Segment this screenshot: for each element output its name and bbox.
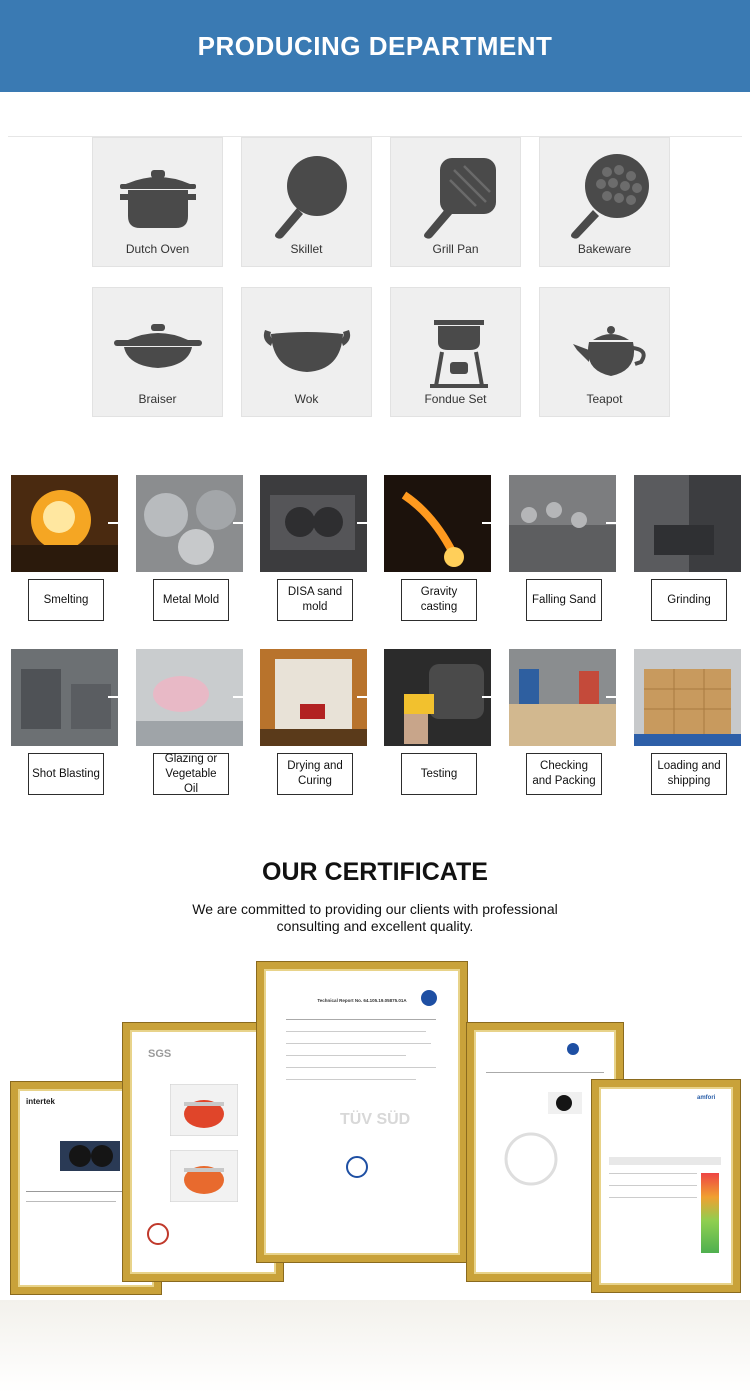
arrow-icon (357, 692, 377, 702)
step-testing: Testing (401, 753, 477, 795)
header-banner (0, 0, 750, 92)
certificate-amfori (601, 1089, 731, 1283)
process-photo-gravity-casting (384, 475, 491, 572)
text-line (286, 1067, 436, 1068)
step-metal-mold: Metal Mold (153, 579, 229, 621)
dutch-oven-photo (170, 1084, 238, 1136)
fondue-set-icon (406, 300, 506, 392)
text-line (26, 1201, 116, 1202)
process-photo-testing (384, 649, 491, 746)
arrow-icon (233, 692, 253, 702)
step-loading-shipping: Loading and shipping (651, 753, 727, 795)
product-tile-fondue-set (390, 287, 521, 417)
bakeware-icon (555, 150, 655, 242)
product-tile-teapot (539, 287, 670, 417)
product-label: Bakeware (577, 242, 632, 256)
text-line (286, 1043, 431, 1044)
dutch-oven-photo (170, 1150, 238, 1202)
skillet-photo (548, 1092, 582, 1114)
page-title: PRODUCING DEPARTMENT (197, 30, 553, 61)
step-drying-curing: Drying and Curing (277, 753, 353, 795)
process-photo-shot-blasting (11, 649, 118, 746)
rating-column (701, 1173, 719, 1253)
arrow-icon (233, 518, 253, 528)
text-line (286, 1055, 406, 1056)
process-photo-loading-shipping (634, 649, 741, 746)
certificate-sgs (132, 1032, 274, 1272)
grill-pan-icon (406, 150, 506, 242)
tuv-badge-icon (566, 1042, 580, 1056)
tuv-seal-icon (346, 1156, 368, 1178)
product-tile-grill-pan (390, 137, 521, 267)
step-falling-sand: Falling Sand (526, 579, 602, 621)
product-label: Fondue Set (424, 392, 487, 406)
dutch-oven-icon (108, 150, 208, 242)
process-photo-smelting (11, 475, 118, 572)
process-photo-drying-curing (260, 649, 367, 746)
arrow-icon (606, 692, 626, 702)
sgs-seal-icon (146, 1222, 170, 1246)
report-number: Technical Report No. 64.105.19.05875.01A (317, 998, 407, 1003)
product-tile-bakeware (539, 137, 670, 267)
process-photo-disa-sand-mold (260, 475, 367, 572)
arrow-icon (482, 692, 502, 702)
arrow-icon (606, 518, 626, 528)
text-line (609, 1197, 697, 1198)
floor-reflection (0, 1300, 750, 1393)
product-label: Grill Pan (432, 242, 479, 256)
step-checking-packing: Checking and Packing (526, 753, 602, 795)
text-line (286, 1031, 426, 1032)
arrow-icon (108, 518, 128, 528)
table-header (609, 1157, 721, 1165)
product-label: Skillet (290, 242, 323, 256)
arrow-icon (482, 518, 502, 528)
arrow-icon (108, 692, 128, 702)
arrow-icon (357, 518, 377, 528)
tuv-badge-icon (420, 989, 438, 1007)
step-shot-blasting: Shot Blasting (28, 753, 104, 795)
braiser-icon (108, 300, 208, 392)
intertek-logo: intertek (26, 1097, 55, 1106)
product-tile-dutch-oven (92, 137, 223, 267)
certificate-tuv-center (266, 971, 458, 1253)
tuv-watermark: TÜV SÜD (340, 1111, 411, 1128)
text-line (486, 1072, 604, 1073)
product-tile-wok (241, 287, 372, 417)
certificate-title: OUR CERTIFICATE (262, 858, 488, 886)
product-tile-skillet (241, 137, 372, 267)
text-line (26, 1191, 136, 1192)
process-photo-metal-mold (136, 475, 243, 572)
process-photo-falling-sand (509, 475, 616, 572)
process-photo-checking-packing (509, 649, 616, 746)
tuv-watermark-icon (504, 1132, 558, 1186)
teapot-icon (555, 300, 655, 392)
sgs-logo: SGS (148, 1048, 172, 1060)
product-label: Dutch Oven (125, 242, 190, 256)
product-tile-braiser (92, 287, 223, 417)
product-label: Braiser (138, 392, 177, 406)
wok-icon (257, 300, 357, 392)
text-line (609, 1173, 697, 1174)
skillet-icon (257, 150, 357, 242)
product-label: Teapot (586, 392, 623, 406)
text-line (286, 1019, 436, 1020)
process-photo-grinding (634, 475, 741, 572)
product-label: Wok (294, 392, 319, 406)
pan-photo (60, 1141, 120, 1171)
text-line (286, 1079, 416, 1080)
amfori-logo: amfori (697, 1095, 716, 1101)
step-gravity-casting: Gravity casting (401, 579, 477, 621)
text-line (609, 1185, 697, 1186)
step-smelting: Smelting (28, 579, 104, 621)
step-disa-sand-mold: DISA sand mold (277, 579, 353, 621)
step-glazing: Glazing or Vegetable Oil (153, 753, 229, 795)
step-grinding: Grinding (651, 579, 727, 621)
certificate-subtitle: We are committed to providing our clients with professional consulting and excellent quality. (192, 901, 558, 934)
process-photo-glazing (136, 649, 243, 746)
